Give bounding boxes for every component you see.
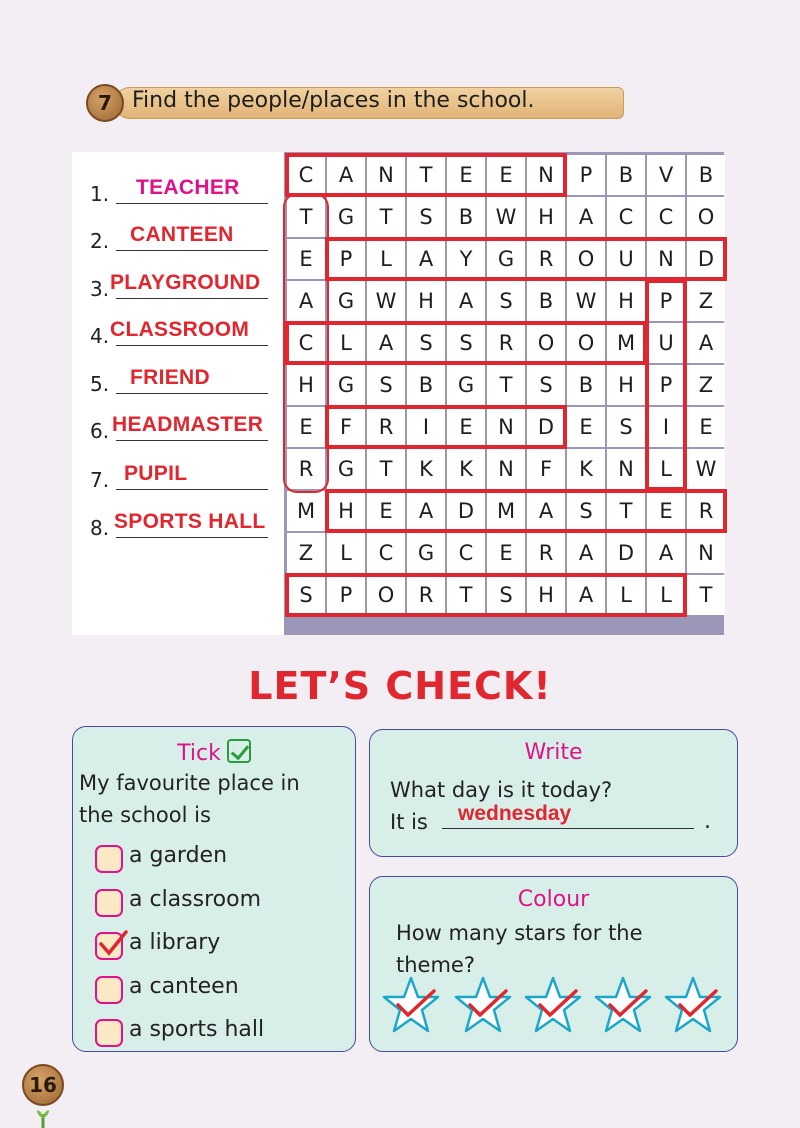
grid-cell[interactable]: H: [527, 575, 565, 615]
star-icon[interactable]: [592, 975, 654, 1035]
tick-prompt-line2: the school is: [79, 803, 211, 827]
grid-cell[interactable]: E: [687, 407, 725, 447]
grid-cell[interactable]: W: [487, 197, 525, 237]
grid-cell[interactable]: E: [287, 239, 325, 279]
grid-cell[interactable]: G: [327, 365, 365, 405]
write-answer-line: [442, 828, 694, 829]
word-list-item: [72, 219, 282, 259]
grid-cell[interactable]: S: [407, 197, 445, 237]
write-answer[interactable]: wednesday: [458, 802, 572, 825]
grid-cell[interactable]: A: [367, 323, 405, 363]
grid-cell[interactable]: P: [647, 281, 685, 321]
grid-cell[interactable]: A: [647, 533, 685, 573]
answer-line: [116, 298, 268, 299]
tick-option-label: a sports hall: [129, 1017, 265, 1042]
word-list-item: [72, 506, 282, 546]
word-list-answer[interactable]: HEADMASTER: [112, 413, 264, 436]
grid-cell[interactable]: T: [287, 197, 325, 237]
grid-cell[interactable]: D: [527, 407, 565, 447]
grid-cell[interactable]: R: [287, 449, 325, 489]
exercise-instruction: Find the people/places in the school.: [132, 88, 535, 113]
grid-cell[interactable]: N: [527, 155, 565, 195]
word-list-answer[interactable]: CANTEEN: [130, 223, 234, 246]
letter-grid: [287, 155, 725, 615]
grid-cell[interactable]: S: [607, 407, 645, 447]
grid-cell[interactable]: A: [567, 197, 605, 237]
grid-cell[interactable]: H: [287, 365, 325, 405]
exercise-header: [86, 84, 624, 122]
checkbox[interactable]: [95, 1019, 123, 1047]
grid-cell[interactable]: S: [287, 575, 325, 615]
tick-prompt: [79, 767, 300, 831]
grid-cell[interactable]: D: [687, 239, 725, 279]
grid-cell[interactable]: S: [367, 365, 405, 405]
grid-cell[interactable]: N: [367, 155, 405, 195]
grid-cell[interactable]: F: [527, 449, 565, 489]
tick-title-text: Tick: [177, 741, 221, 766]
write-card: [369, 729, 738, 857]
page-number: 16: [22, 1064, 64, 1106]
grid-cell[interactable]: S: [407, 323, 445, 363]
grid-cell[interactable]: O: [567, 239, 605, 279]
grid-cell[interactable]: H: [607, 365, 645, 405]
lets-check-heading: LET’S CHECK!: [248, 664, 552, 708]
grid-cell[interactable]: B: [527, 281, 565, 321]
grid-cell[interactable]: S: [487, 575, 525, 615]
star-icon[interactable]: [380, 975, 442, 1035]
grid-cell[interactable]: G: [327, 281, 365, 321]
word-list-item: [72, 362, 282, 402]
grid-cell[interactable]: M: [287, 491, 325, 531]
grid-cell[interactable]: B: [607, 155, 645, 195]
grid-cell[interactable]: E: [447, 407, 485, 447]
colour-card: [369, 876, 738, 1052]
word-list-number: 3.: [90, 277, 110, 301]
grid-cell[interactable]: V: [647, 155, 685, 195]
grid-cell[interactable]: A: [567, 533, 605, 573]
grid-cell[interactable]: T: [447, 575, 485, 615]
grid-cell[interactable]: W: [567, 281, 605, 321]
word-list-item: [72, 267, 282, 307]
grid-cell[interactable]: E: [647, 491, 685, 531]
grid-cell[interactable]: T: [367, 197, 405, 237]
grid-cell[interactable]: B: [447, 197, 485, 237]
word-list-answer[interactable]: SPORTS HALL: [114, 510, 266, 533]
grid-cell[interactable]: S: [527, 365, 565, 405]
grid-cell[interactable]: Z: [287, 533, 325, 573]
grid-cell[interactable]: I: [407, 407, 445, 447]
grid-cell[interactable]: A: [287, 281, 325, 321]
grid-cell[interactable]: C: [607, 197, 645, 237]
colour-question-line1: How many stars for the: [396, 921, 643, 945]
grid-cell[interactable]: K: [407, 449, 445, 489]
grid-cell[interactable]: L: [647, 449, 685, 489]
grid-cell[interactable]: Z: [687, 281, 725, 321]
grid-cell[interactable]: L: [607, 575, 645, 615]
grid-cell[interactable]: N: [687, 533, 725, 573]
grid-cell[interactable]: P: [327, 575, 365, 615]
colour-question: [396, 917, 643, 981]
sprout-icon: [36, 1106, 50, 1128]
write-suffix: .: [704, 809, 711, 834]
grid-cell[interactable]: D: [447, 491, 485, 531]
grid-cell[interactable]: A: [447, 281, 485, 321]
checkbox[interactable]: [95, 889, 123, 917]
grid-cell[interactable]: B: [567, 365, 605, 405]
tick-option[interactable]: [95, 1015, 345, 1049]
grid-cell[interactable]: E: [287, 407, 325, 447]
word-list-item: [72, 458, 282, 498]
grid-cell[interactable]: S: [487, 281, 525, 321]
word-list-item: [72, 172, 282, 212]
colour-card-title: Colour: [517, 887, 590, 912]
grid-cell[interactable]: T: [487, 365, 525, 405]
check-icon: [227, 739, 251, 763]
grid-cell[interactable]: K: [447, 449, 485, 489]
grid-cell[interactable]: C: [287, 155, 325, 195]
grid-cell[interactable]: E: [367, 491, 405, 531]
star-icon[interactable]: [662, 975, 724, 1035]
word-list-answer[interactable]: PUPIL: [124, 462, 188, 485]
grid-cell[interactable]: T: [367, 449, 405, 489]
grid-cell[interactable]: T: [607, 491, 645, 531]
grid-cell[interactable]: A: [567, 575, 605, 615]
word-list-number: 6.: [90, 419, 110, 443]
answer-line: [116, 345, 268, 346]
write-card-title: Write: [524, 740, 583, 765]
grid-cell[interactable]: G: [327, 449, 365, 489]
word-list-item: [72, 314, 282, 354]
grid-cell[interactable]: N: [487, 449, 525, 489]
word-list-item: [72, 409, 282, 449]
answer-line: [116, 537, 268, 538]
star-icon[interactable]: [452, 975, 514, 1035]
grid-cell[interactable]: R: [367, 407, 405, 447]
tick-option-label: a garden: [129, 843, 228, 868]
word-list-number: 2.: [90, 229, 110, 253]
grid-cell[interactable]: U: [647, 323, 685, 363]
tick-option-label: a classroom: [129, 887, 261, 912]
grid-cell[interactable]: T: [687, 575, 725, 615]
grid-cell[interactable]: P: [327, 239, 365, 279]
tick-icon: [98, 928, 128, 958]
word-list-answer[interactable]: TEACHER: [136, 176, 240, 199]
star-icon[interactable]: [522, 975, 584, 1035]
grid-cell[interactable]: R: [527, 533, 565, 573]
exercise-number: 7: [86, 84, 124, 122]
tick-prompt-line1: My favourite place in: [79, 771, 300, 795]
word-search-grid: [284, 152, 724, 635]
grid-cell[interactable]: O: [687, 197, 725, 237]
word-search-panel: [72, 152, 724, 635]
grid-cell[interactable]: W: [687, 449, 725, 489]
tick-option[interactable]: [95, 928, 345, 962]
word-list-number: 8.: [90, 516, 110, 540]
grid-cell[interactable]: W: [367, 281, 405, 321]
checkbox[interactable]: [95, 845, 123, 873]
word-list: [72, 152, 282, 635]
word-list-number: 1.: [90, 182, 110, 206]
grid-cell[interactable]: N: [487, 407, 525, 447]
write-question: What day is it today?: [390, 778, 613, 802]
grid-cell[interactable]: R: [407, 575, 445, 615]
grid-cell[interactable]: L: [367, 239, 405, 279]
grid-cell[interactable]: E: [447, 155, 485, 195]
tick-option[interactable]: [95, 841, 345, 875]
grid-cell[interactable]: C: [367, 533, 405, 573]
grid-cell[interactable]: G: [327, 197, 365, 237]
grid-cell[interactable]: S: [567, 491, 605, 531]
grid-cell[interactable]: R: [687, 491, 725, 531]
grid-cell[interactable]: T: [407, 155, 445, 195]
answer-line: [116, 203, 268, 204]
write-answer-prefix: It is: [390, 810, 428, 834]
grid-cell[interactable]: R: [487, 323, 525, 363]
grid-cell[interactable]: C: [447, 533, 485, 573]
grid-cell[interactable]: O: [527, 323, 565, 363]
word-list-answer[interactable]: CLASSROOM: [110, 318, 250, 341]
grid-cell[interactable]: L: [327, 533, 365, 573]
tick-option[interactable]: [95, 885, 345, 919]
grid-cell[interactable]: D: [607, 533, 645, 573]
grid-cell[interactable]: H: [407, 281, 445, 321]
grid-cell[interactable]: B: [407, 365, 445, 405]
tick-option[interactable]: [95, 972, 345, 1006]
grid-cell[interactable]: C: [287, 323, 325, 363]
grid-cell[interactable]: A: [327, 155, 365, 195]
grid-cell[interactable]: A: [527, 491, 565, 531]
grid-cell[interactable]: R: [527, 239, 565, 279]
word-list-number: 4.: [90, 324, 110, 348]
grid-cell[interactable]: M: [607, 323, 645, 363]
grid-cell[interactable]: E: [487, 155, 525, 195]
answer-line: [116, 393, 268, 394]
grid-cell[interactable]: H: [607, 281, 645, 321]
grid-cell[interactable]: L: [647, 575, 685, 615]
grid-cell[interactable]: F: [327, 407, 365, 447]
grid-cell[interactable]: G: [407, 533, 445, 573]
grid-cell[interactable]: O: [367, 575, 405, 615]
grid-cell[interactable]: N: [607, 449, 645, 489]
grid-cell[interactable]: L: [327, 323, 365, 363]
grid-cell[interactable]: A: [687, 323, 725, 363]
tick-option-label: a library: [129, 930, 221, 955]
answer-line: [116, 440, 268, 441]
grid-cell[interactable]: G: [487, 239, 525, 279]
answer-line: [116, 489, 268, 490]
grid-cell[interactable]: O: [567, 323, 605, 363]
grid-cell[interactable]: N: [647, 239, 685, 279]
checkbox[interactable]: [95, 976, 123, 1004]
grid-cell[interactable]: H: [527, 197, 565, 237]
grid-cell[interactable]: E: [487, 533, 525, 573]
grid-cell[interactable]: B: [687, 155, 725, 195]
answer-line: [116, 250, 268, 251]
grid-cell[interactable]: E: [567, 407, 605, 447]
grid-cell[interactable]: S: [447, 323, 485, 363]
colour-question-line2: theme?: [396, 953, 475, 977]
tick-option-label: a canteen: [129, 974, 239, 999]
grid-cell[interactable]: H: [327, 491, 365, 531]
grid-cell[interactable]: Z: [687, 365, 725, 405]
grid-cell[interactable]: C: [647, 197, 685, 237]
grid-cell[interactable]: A: [407, 491, 445, 531]
grid-cell[interactable]: A: [407, 239, 445, 279]
grid-cell[interactable]: G: [447, 365, 485, 405]
grid-cell[interactable]: P: [647, 365, 685, 405]
word-list-number: 7.: [90, 468, 110, 492]
tick-card: [72, 726, 356, 1052]
tick-card-title: [73, 739, 355, 766]
word-list-number: 5.: [90, 372, 110, 396]
grid-cell[interactable]: P: [567, 155, 605, 195]
grid-cell[interactable]: U: [607, 239, 645, 279]
word-list-answer[interactable]: PLAYGROUND: [110, 271, 261, 294]
grid-cell[interactable]: Y: [447, 239, 485, 279]
grid-cell[interactable]: M: [487, 491, 525, 531]
grid-cell[interactable]: I: [647, 407, 685, 447]
word-list-answer[interactable]: FRIEND: [130, 366, 210, 389]
grid-cell[interactable]: K: [567, 449, 605, 489]
